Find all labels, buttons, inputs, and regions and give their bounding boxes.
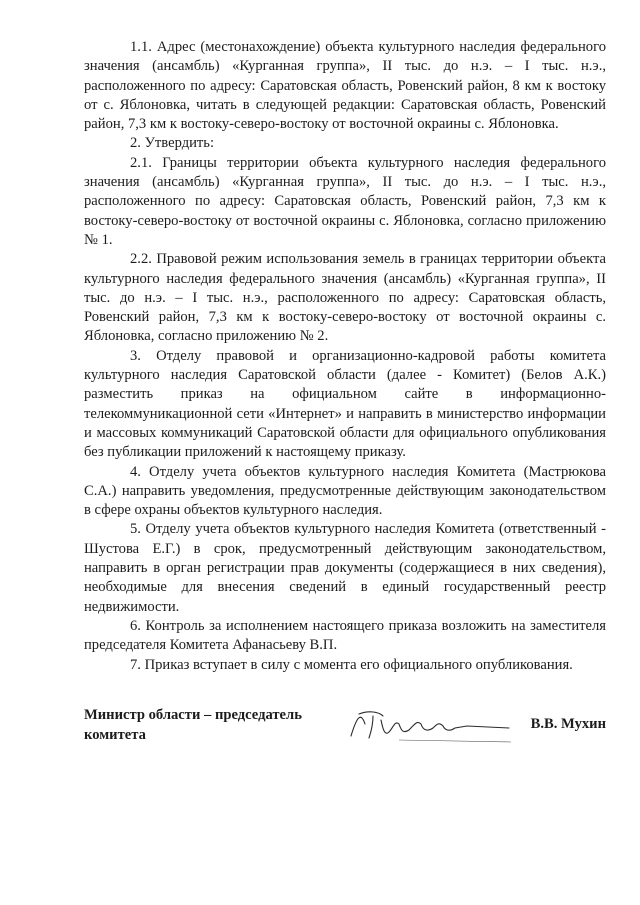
paragraph-4: 4. Отделу учета объектов культурного наследия Комитета (Мастрюкова С.А.) направить уведомления, предусмотренные действующим законодательством в сфере охраны объектов культурного наследия. <box>84 463 606 519</box>
signatory-name: В.В. Мухин <box>530 716 606 732</box>
paragraph-5: 5. Отделу учета объектов культурного наследия Комитета (ответственный - Шустова Е.Г.) в срок, предусмотренный действующим законодательством, направить в орган регистрации прав документы (содержащиеся в них сведения), необходимые для внесения сведений в единый государственный реестр недвижимости. <box>84 521 606 615</box>
signatory-title: Министр области – председатель комитета <box>84 707 302 743</box>
handwritten-signature <box>339 706 514 746</box>
paragraph-7: 7. Приказ вступает в силу с момента его официального опубликования. <box>130 656 573 673</box>
paragraph-1-1: 1.1. Адрес (местонахождение) объекта культурного наследия федерального значения (ансамбль) «Курганная группа», II тыс. до н.э. – I тыс. н.э., расположенного по адресу: Саратовская область, Ровенский район, 8 км к востоку от с. Яблоновка, читать в следующей редакции: Саратовская область, Ровенский район, 7,3 км к востоку-северо-востоку от восточной окраины с. Яблоновка. <box>84 39 606 133</box>
paragraph-2-2: 2.2. Правовой режим использования земель в границах территории объекта культурного наследия федерального значения (ансамбль) «Курганная группа», II тыс. до н.э. – I тыс. н.э., расположенного по адресу: Саратовская область, Ровенский район, 7,3 км к востоку-северо-востоку от восточной окраины с. Яблоновка, согласно приложению № 2. <box>84 251 606 345</box>
paragraph-2: 2. Утвердить: <box>130 135 215 152</box>
paragraph-2-1: 2.1. Границы территории объекта культурного наследия федерального значения (ансамбль) «Курганная группа», II тыс. до н.э. – I тыс. н.э., расположенного по адресу: Саратовская область, Ровенский район, 7,3 км к востоку-северо-востоку от восточной окраины с. Яблоновка, согласно приложению № 1. <box>84 154 606 248</box>
paragraph-3: 3. Отделу правовой и организационно-кадровой работы комитета культурного наследия Саратовской области (далее - Комитет) (Белов А.К.) разместить приказ на официальном сайте в информационно-телекоммуникационной сети «Интернет» и направить в министерство информации и массовых коммуникаций Саратовской области для официального опубликования без публикации приложений к настоящему приказу. <box>84 347 606 461</box>
signature-block <box>84 706 606 766</box>
document-body <box>84 38 606 675</box>
paragraph-6: 6. Контроль за исполнением настоящего приказа возложить на заместителя председателя Комитета Афанасьеву В.П. <box>84 617 606 654</box>
